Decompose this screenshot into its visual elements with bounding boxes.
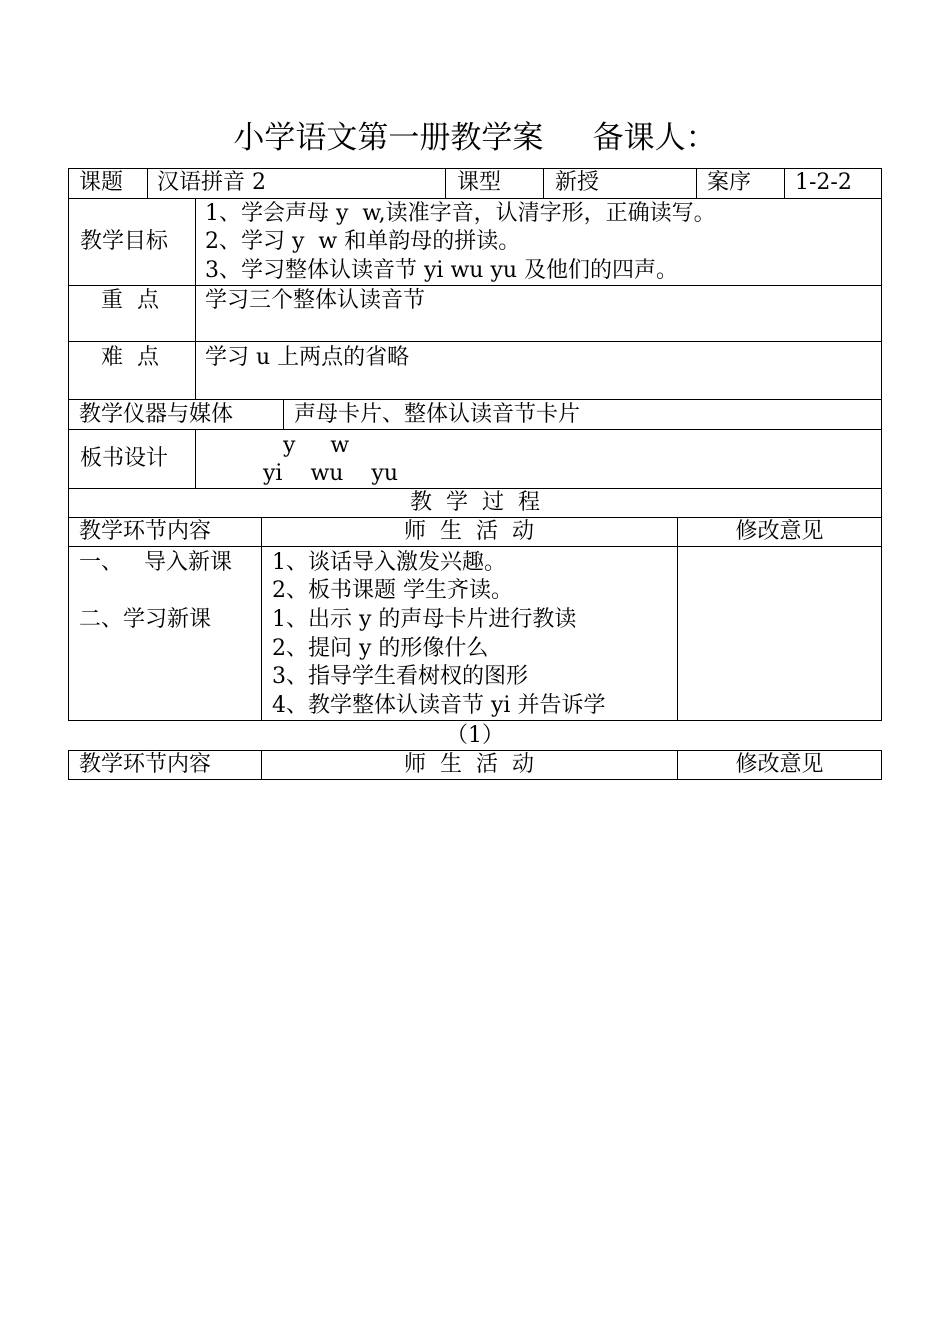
activity-item: 4、教学整体认读音节 yi 并告诉学 — [272, 693, 606, 718]
col-divider — [543, 168, 544, 198]
col-divider — [445, 168, 446, 198]
activity-item: 3、指导学生看树杈的图形 — [272, 664, 528, 689]
board-label: 板书设计 — [80, 446, 169, 471]
goals-label: 教学目标 — [80, 229, 169, 254]
col-header-section: 教学环节内容 — [79, 752, 212, 777]
row-divider — [68, 429, 882, 430]
activity-item: 1、出示 y 的声母卡片进行教读 — [272, 607, 577, 632]
row-divider — [68, 399, 882, 400]
activity-item: 2、提问 y 的形像什么 — [272, 636, 489, 661]
row-divider — [68, 546, 882, 547]
key-point-label: 重 点 — [101, 288, 159, 313]
page-number: （1） — [446, 723, 504, 748]
media-label: 教学仪器与媒体 — [79, 402, 234, 427]
activity-item: 1、谈话导入激发兴趣。 — [272, 550, 506, 575]
goal-item: 1、学会声母 y w,读准字音，认清字形，正确读写。 — [205, 201, 716, 226]
col-divider — [195, 429, 196, 488]
seq-value: 1-2-2 — [795, 170, 852, 195]
col-divider — [195, 198, 196, 399]
process-title: 教 学 过 程 — [410, 490, 540, 515]
goal-item: 3、学习整体认读音节 yi wu yu 及他们的四声。 — [205, 258, 679, 283]
col-divider — [696, 168, 697, 198]
col-divider — [147, 168, 148, 198]
key-point-value: 学习三个整体认读音节 — [205, 288, 426, 313]
activity-item: 2、板书课题 学生齐读。 — [272, 578, 513, 603]
col-header-activity: 师 生 活 动 — [404, 752, 534, 777]
board-line-2: yi wu yu — [263, 461, 399, 486]
col-divider — [283, 399, 284, 429]
section-item: 一、 导入新课 — [79, 550, 232, 575]
type-value: 新授 — [555, 170, 600, 195]
col-divider — [784, 168, 785, 198]
board-line-1: y w — [283, 433, 350, 458]
col-header-revision: 修改意见 — [735, 519, 824, 544]
goal-item: 2、学习 y w 和单韵母的拼读。 — [205, 229, 521, 254]
section-item: 二、学习新课 — [79, 607, 212, 632]
seq-label: 案序 — [707, 170, 752, 195]
media-value: 声母卡片、整体认读音节卡片 — [294, 402, 581, 427]
col-divider — [261, 517, 262, 721]
type-label: 课型 — [457, 170, 502, 195]
col-header-revision: 修改意见 — [735, 752, 824, 777]
difficulty-label: 难 点 — [101, 345, 159, 370]
col-header-activity: 师 生 活 动 — [404, 519, 534, 544]
row-divider — [68, 341, 882, 342]
page-title: 小学语文第一册教学案 备课人： — [233, 120, 717, 156]
col-divider — [677, 517, 678, 721]
difficulty-value: 学习 u 上两点的省略 — [205, 345, 410, 370]
row-divider — [68, 285, 882, 286]
col-header-section: 教学环节内容 — [79, 519, 212, 544]
row-divider — [68, 198, 882, 199]
topic-value: 汉语拼音 2 — [157, 170, 266, 195]
topic-label: 课题 — [79, 170, 124, 195]
